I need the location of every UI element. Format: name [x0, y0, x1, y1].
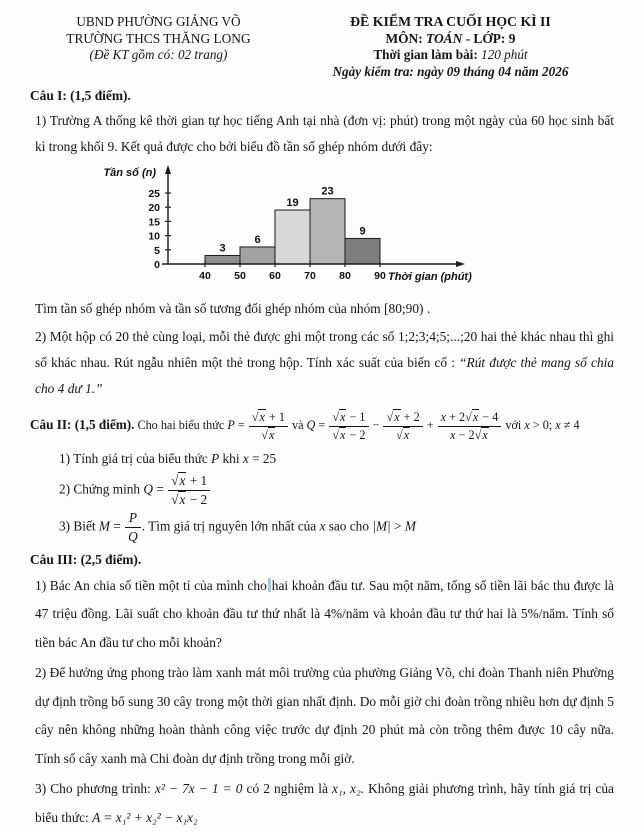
cau2-item-1: 1) Tính giá trị của biểu thức P khi x = 25: [59, 451, 277, 466]
cau2-intro-text: Cho hai biểu thức: [134, 418, 228, 432]
header-left-block: [30, 14, 287, 80]
svg-text:Tần số (n): Tần số (n): [103, 167, 156, 179]
svg-text:0: 0: [154, 259, 160, 271]
svg-text:6: 6: [254, 233, 261, 246]
formula-condition: x > 0; x ≠ 4: [524, 418, 580, 432]
class-label: - LỚP: 9: [462, 30, 516, 46]
svg-text:3: 3: [219, 242, 226, 255]
svg-text:70: 70: [304, 270, 316, 282]
section-cau-1: [30, 85, 614, 402]
subject-label: MÔN:: [385, 30, 427, 46]
svg-text:Thời gian (phút): Thời gian (phút): [388, 271, 472, 283]
cau3-heading: Câu III: (2,5 điểm).: [30, 551, 142, 567]
cau1-heading: Câu I: (1,5 điểm).: [30, 88, 131, 103]
cau1-part2-text: 2) Một hộp có 20 thẻ cùng loại, mỗi thẻ được ghi một trong các số 1;2;3;4;5;...;20 hai thẻ khác nhau thì ghi số khác nhau. Rút ngẫu nhiên một thẻ trong hộp. Tính xác suất của biến cố :: [35, 329, 614, 370]
cau2-item-2: 2) Chứng minh Q = $\frac{√x + 1}{√x - 2}$: [59, 473, 614, 508]
cau2-item-3: 3) Biết M = $\frac{P}{Q}$ . Tìm giá trị nguyên lớn nhất của x sao cho |M| > M: [59, 509, 416, 544]
duration-label: Thời gian làm bài:: [373, 47, 482, 62]
svg-text:60: 60: [269, 270, 281, 282]
org-name: UBND PHƯỜNG GIẢNG VÕ: [76, 14, 241, 29]
svg-text:19: 19: [286, 197, 299, 210]
page-count-note: (Đề KT gồm có: 02 trang): [89, 47, 228, 62]
cau3-part1-before: 1) Bác An chia số tiền một tỉ của mình cho: [35, 577, 267, 593]
exam-title: ĐỀ KIỂM TRA CUỐI HỌC KÌ II: [350, 14, 551, 29]
svg-text:25: 25: [148, 188, 160, 200]
cau2-intro-line: [30, 405, 614, 445]
svg-text:5: 5: [154, 244, 160, 257]
svg-text:90: 90: [374, 270, 386, 282]
svg-text:50: 50: [234, 270, 246, 282]
section-cau-3: [30, 549, 614, 832]
exam-header: [30, 14, 614, 80]
exam-date: Ngày kiểm tra: ngày 09 tháng 04 năm 2026: [332, 63, 569, 79]
svg-text:80: 80: [339, 270, 351, 282]
svg-text:20: 20: [148, 202, 160, 215]
cau2-heading: Câu II: (1,5 điểm).: [30, 417, 135, 432]
school-name: TRƯỜNG THCS THĂNG LONG: [66, 30, 251, 46]
formula-p: P = $\frac{√x + 1}{√x}$: [227, 418, 289, 432]
cau2-and: và: [288, 418, 307, 432]
svg-text:23: 23: [321, 185, 334, 198]
duration-line: [287, 47, 614, 64]
frequency-histogram-svg: [80, 162, 472, 288]
frequency-histogram: [80, 162, 614, 292]
text-cursor: [268, 578, 271, 592]
svg-text:9: 9: [359, 225, 366, 238]
cau3-part3: 3) Cho phương trình: x² − 7x − 1 = 0 có 2 nghiệm là x₁, x₂. Không giải phương trình, hãy tính giá trị của biểu thức: A = x₁² + x₂² − x₁x₂: [35, 781, 614, 825]
cau1-part1: 1) Trường A thống kê thời gian tự học tiếng Anh tại nhà (đơn vị: phút) trong một ngày của 60 học sinh bất kì trong khối 9. Kết quả được cho bởi biểu đồ tần số ghép nhóm dưới đây:: [35, 113, 614, 154]
subject-name: TOÁN: [426, 30, 463, 46]
cau1-part2-event: “Rút được thẻ mang số chia cho 4 dư 1.”: [35, 355, 615, 396]
cau1-part2: [35, 324, 614, 402]
section-cau-2: [30, 405, 614, 545]
svg-text:40: 40: [199, 270, 211, 282]
formula-q: Q = $\frac{√x - 1}{√x - 2}$ − $\frac{√x + 2}{√x}$ + $\frac{x + 2√x - 4}{x - 2√x}$: [307, 418, 503, 432]
cau3-part2: 2) Để hưởng ứng phong trào làm xanh mát môi trường của phường Giảng Võ, chi đoàn Thanh niên Phường dự định trồng bổ sung 30 cây trong một thời gian nhất định. Do mỗi giờ chi đoàn trồng nhiều hơn dự định 5 cây nên không những hoàn thành công việc trước dự định 20 phút mà còn trồng thêm được 10 cây nữa. Tính số cây xanh mà Chi đoàn dự định trồng trong mỗi giờ.: [35, 665, 614, 766]
duration-value: 120 phút: [481, 47, 528, 62]
header-right-block: [287, 14, 614, 80]
cau2-with: với: [502, 418, 525, 432]
svg-text:15: 15: [148, 216, 160, 229]
cau3-part1-after: hai khoản đầu tư. Sau một năm, tổng số tiền lãi bác thu được là 47 triệu đồng. Lãi suất cho khoản đầu tư thứ nhất là 4%/năm và khoản đầu tư thứ hai là 5%/năm. Tính số tiền bác An đầu tư cho mỗi khoản?: [35, 577, 614, 650]
cau1-find: Tìm tần số ghép nhóm và tần số tương đối ghép nhóm của nhóm [80;90) .: [35, 301, 431, 316]
svg-text:10: 10: [148, 230, 160, 243]
cau3-part1: [35, 572, 614, 658]
subject-line: [287, 31, 614, 48]
